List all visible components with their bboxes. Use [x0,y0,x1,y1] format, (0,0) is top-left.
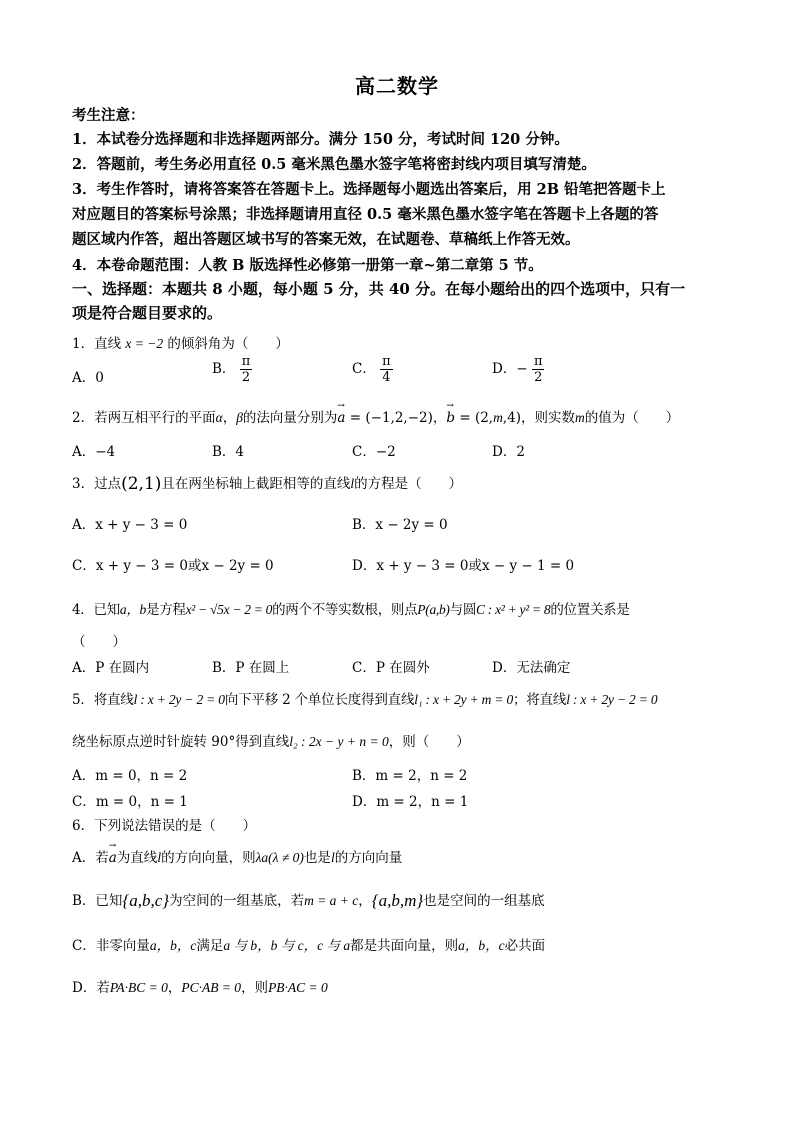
question-4-option-b[interactable]: B．P 在圆上 [212,660,290,676]
question-2-option-a[interactable]: A．−4 [72,444,116,460]
question-5-option-c[interactable]: C．m = 0，n = 1 [72,794,188,810]
notice-item-3-cont-2: 题区域内作答，超出答题区域书写的答案无效，在试题卷、草稿纸上作答无效。 [72,231,580,248]
question-4-option-d[interactable]: D．无法确定 [492,660,571,676]
section-heading-line-2: 项是符合题目要求的。 [72,304,223,322]
section-heading-line-1: 一、选择题：本题共 8 小题，每小题 5 分，共 40 分。在每小题给出的四个选项中，只有一 [72,280,686,298]
notice-item-1: 1．本试卷分选择题和非选择题两部分。满分 150 分，考试时间 120 分钟。 [72,131,569,148]
question-4-answer-paren: （ ） [72,634,126,650]
notice-heading: 考生注意： [72,107,145,124]
question-2-option-d[interactable]: D．2 [492,444,525,460]
question-1-stem: 1．直线 x = −2 的倾斜角为（ ） [72,336,289,352]
question-3-option-b[interactable]: B．x − 2y = 0 [352,517,448,533]
notice-item-4: 4．本卷命题范围：人教 B 版选择性必修第一册第一章~第二章第 5 节。 [72,257,543,274]
question-3-option-a[interactable]: A．x + y − 3 = 0 [72,517,188,533]
question-1-option-a[interactable]: A．0 [72,370,104,386]
question-5-stem-line-1: 5．将直线l : x + 2y − 2 = 0向下平移 2 个单位长度得到直线l₁ : x + 2y + m = 0；将直线l : x + 2y − 2 = 0 [72,692,658,708]
question-2-option-b[interactable]: B．4 [212,444,245,460]
question-5-stem-line-2: 绕坐标原点逆时针旋转 90°得到直线l₂ : 2x − y + n = 0，则（ ） [72,734,470,750]
notice-item-3: 3．考生作答时，请将答案答在答题卡上。选择题每小题选出答案后，用 2B 铅笔把答题卡上 [72,181,666,198]
question-3-stem: 3．过点(2,1)且在两坐标轴上截距相等的直线l的方程是（ ） [72,474,463,494]
question-6-option-d[interactable]: D．若PA·BC = 0，PC·AB = 0，则PB·AC = 0 [72,980,328,996]
question-3-option-d[interactable]: D．x + y − 3 = 0或x − y − 1 = 0 [352,558,575,574]
fraction: $\frac{\pi}{2}$ [533,354,543,385]
question-6-option-b[interactable]: B．已知{a,b,c}为空间的一组基底，若m = a + c，{a,b,m}也是空间的一组基底 [72,891,545,910]
question-5-option-a[interactable]: A．m = 0，n = 2 [72,768,188,784]
question-5-option-b[interactable]: B．m = 2，n = 2 [352,768,468,784]
notice-item-3-cont-1: 对应题目的答案标号涂黑；非选择题请用直径 0.5 毫米黑色墨水签字笔在答题卡上各题的答 [72,206,659,223]
question-4-stem: 4．已知a，b是方程x² − √5x − 2 = 0的两个不等实数根，则点P(a,b)与圆C : x² + y² = 8的位置关系是 [72,602,630,618]
question-6-option-c[interactable]: C．非零向量a，b，c满足a 与 b，b 与 c，c 与 a都是共面向量，则a，b，c必共面 [72,938,546,954]
question-2-stem: 2．若两互相平行的平面α，β的法向量分别为→ a = (−1,2,−2)，→ b = (2,m,4)，则实数m的值为（ ） [72,406,679,426]
question-3-option-c[interactable]: C．x + y − 3 = 0或x − 2y = 0 [72,558,274,574]
question-4-option-c[interactable]: C．P 在圆外 [352,660,430,676]
question-1-option-c[interactable]: C． $\frac{\pi}{4}$ [352,354,391,385]
notice-item-2: 2．答题前，考生务必用直径 0.5 毫米黑色墨水签字笔将密封线内项目填写清楚。 [72,156,596,173]
page-title: 高二数学 [355,74,439,98]
question-4-option-a[interactable]: A．P 在圆内 [72,660,150,676]
question-1-option-b[interactable]: B． $\frac{\pi}{2}$ [212,354,251,385]
fraction: $\frac{\pi}{4}$ [382,354,391,385]
question-2-option-c[interactable]: C．−2 [352,444,396,460]
question-6-option-a[interactable]: A．若→ a为直线l的方向向量，则λa(λ ≠ 0)也是l的方向向量 [72,846,402,866]
question-6-stem: 6．下列说法错误的是（ ） [72,818,257,834]
question-5-option-d[interactable]: D．m = 2，n = 1 [352,794,469,810]
question-1-option-d[interactable]: D．− $\frac{\pi}{2}$ [492,354,543,385]
fraction: $\frac{\pi}{2}$ [241,354,251,385]
